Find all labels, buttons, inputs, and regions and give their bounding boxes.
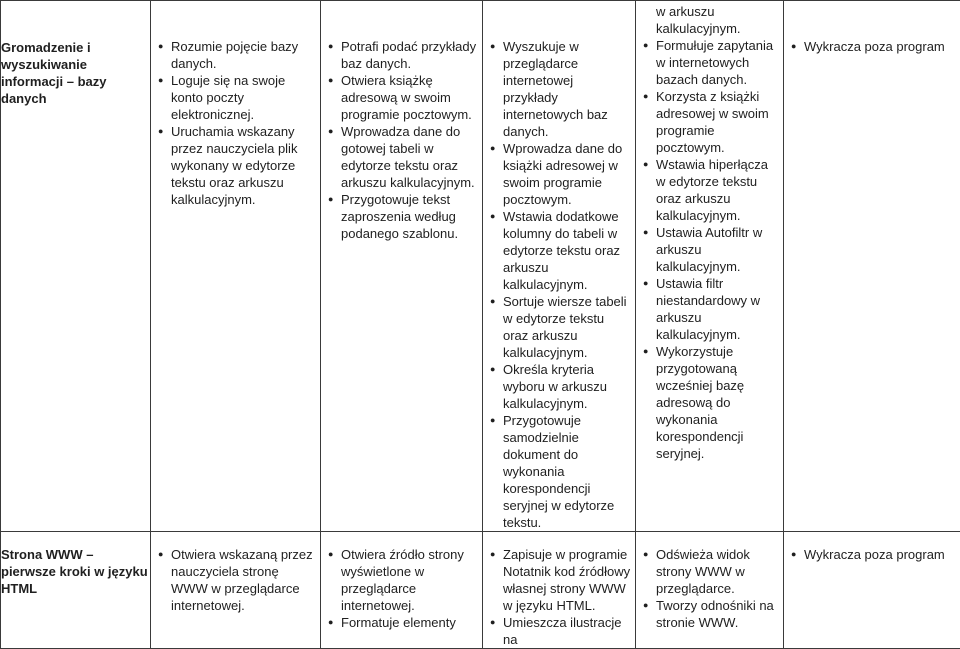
requirement-list <box>153 38 316 208</box>
continued-text: w arkuszu kalkulacyjnym. <box>638 3 779 37</box>
row-header-databases: Gromadzenie i wyszukiwanie informacji – bazy danych <box>1 1 151 532</box>
list-item: ● Wykracza poza program <box>786 546 956 563</box>
requirement-list <box>323 546 478 631</box>
list-item: ● Odświeża widok strony WWW w przeglądarce. <box>638 546 779 597</box>
requirement-list <box>638 546 779 631</box>
requirement-cell <box>321 532 483 649</box>
list-item: ● Przygotowuje tekst zaproszenia według podanego szablonu. <box>323 191 478 242</box>
list-item: ● Sortuje wiersze tabeli w edytorze tekstu oraz arkuszu kalkulacyjnym. <box>485 293 631 361</box>
table-row <box>1 532 960 649</box>
requirement-cell <box>151 1 321 532</box>
list-item: ● Otwiera książkę adresową w swoim programie pocztowym. <box>323 72 478 123</box>
requirement-cell <box>483 532 636 649</box>
list-item: ● Formułuje zapytania w internetowych bazach danych. <box>638 37 779 88</box>
list-item: ● Przygotowuje samodzielnie dokument do wykonania korespondencji seryjnej w edytorze tekstu. <box>485 412 631 531</box>
list-item: ● Korzysta z książki adresowej w swoim programie pocztowym. <box>638 88 779 156</box>
list-item: ● Rozumie pojęcie bazy danych. <box>153 38 316 72</box>
list-item: ● Potrafi podać przykłady baz danych. <box>323 38 478 72</box>
list-item: ● Ustawia Autofiltr w arkuszu kalkulacyjnym. <box>638 224 779 275</box>
row-header-www: Strona WWW – pierwsze kroki w języku HTML <box>1 532 151 649</box>
requirement-list <box>323 38 478 242</box>
requirement-cell <box>636 1 784 532</box>
requirement-list <box>786 546 956 563</box>
table-row <box>1 1 960 532</box>
list-item: ● Tworzy odnośniki na stronie WWW. <box>638 597 779 631</box>
requirement-cell <box>784 532 960 649</box>
list-item: ● Wprowadza dane do książki adresowej w swoim programie pocztowym. <box>485 140 631 208</box>
list-item: ● Wykorzystuje przygotowaną wcześniej bazę adresową do wykonania korespondencji seryjnej. <box>638 343 779 462</box>
list-item: ● Loguje się na swoje konto poczty elektronicznej. <box>153 72 316 123</box>
list-item: ● Formatuje elementy <box>323 614 478 631</box>
requirement-cell <box>151 532 321 649</box>
list-item: ● Wstawia hiperłącza w edytorze tekstu oraz arkuszu kalkulacyjnym. <box>638 156 779 224</box>
list-item: ● Otwiera wskazaną przez nauczyciela stronę WWW w przeglądarce internetowej. <box>153 546 316 614</box>
requirement-list <box>153 546 316 614</box>
list-item: ● Otwiera źródło strony wyświetlone w przeglądarce internetowej. <box>323 546 478 614</box>
requirement-cell <box>636 532 784 649</box>
requirement-list <box>786 38 956 55</box>
requirement-list <box>638 37 779 462</box>
requirement-cell <box>321 1 483 532</box>
list-item: ● Wykracza poza program <box>786 38 956 55</box>
list-item: ● Umieszcza ilustracje na <box>485 614 631 648</box>
list-item: ● Ustawia filtr niestandardowy w arkuszu kalkulacyjnym. <box>638 275 779 343</box>
list-item: ● Wyszukuje w przeglądarce internetowej przykłady internetowych baz danych. <box>485 38 631 140</box>
requirement-list <box>485 38 631 531</box>
list-item: ● Wstawia dodatkowe kolumny do tabeli w edytorze tekstu oraz arkuszu kalkulacyjnym. <box>485 208 631 293</box>
list-item: ● Zapisuje w programie Notatnik kod źródłowy własnej strony WWW w języku HTML. <box>485 546 631 614</box>
list-item: ● Uruchamia wskazany przez nauczyciela plik wykonany w edytorze tekstu oraz arkuszu kalkulacyjnym. <box>153 123 316 208</box>
requirement-cell <box>483 1 636 532</box>
list-item: ● Wprowadza dane do gotowej tabeli w edytorze tekstu oraz arkuszu kalkulacyjnym. <box>323 123 478 191</box>
requirement-list <box>485 546 631 648</box>
requirement-cell <box>784 1 960 532</box>
list-item: ● Określa kryteria wyboru w arkuszu kalkulacyjnym. <box>485 361 631 412</box>
